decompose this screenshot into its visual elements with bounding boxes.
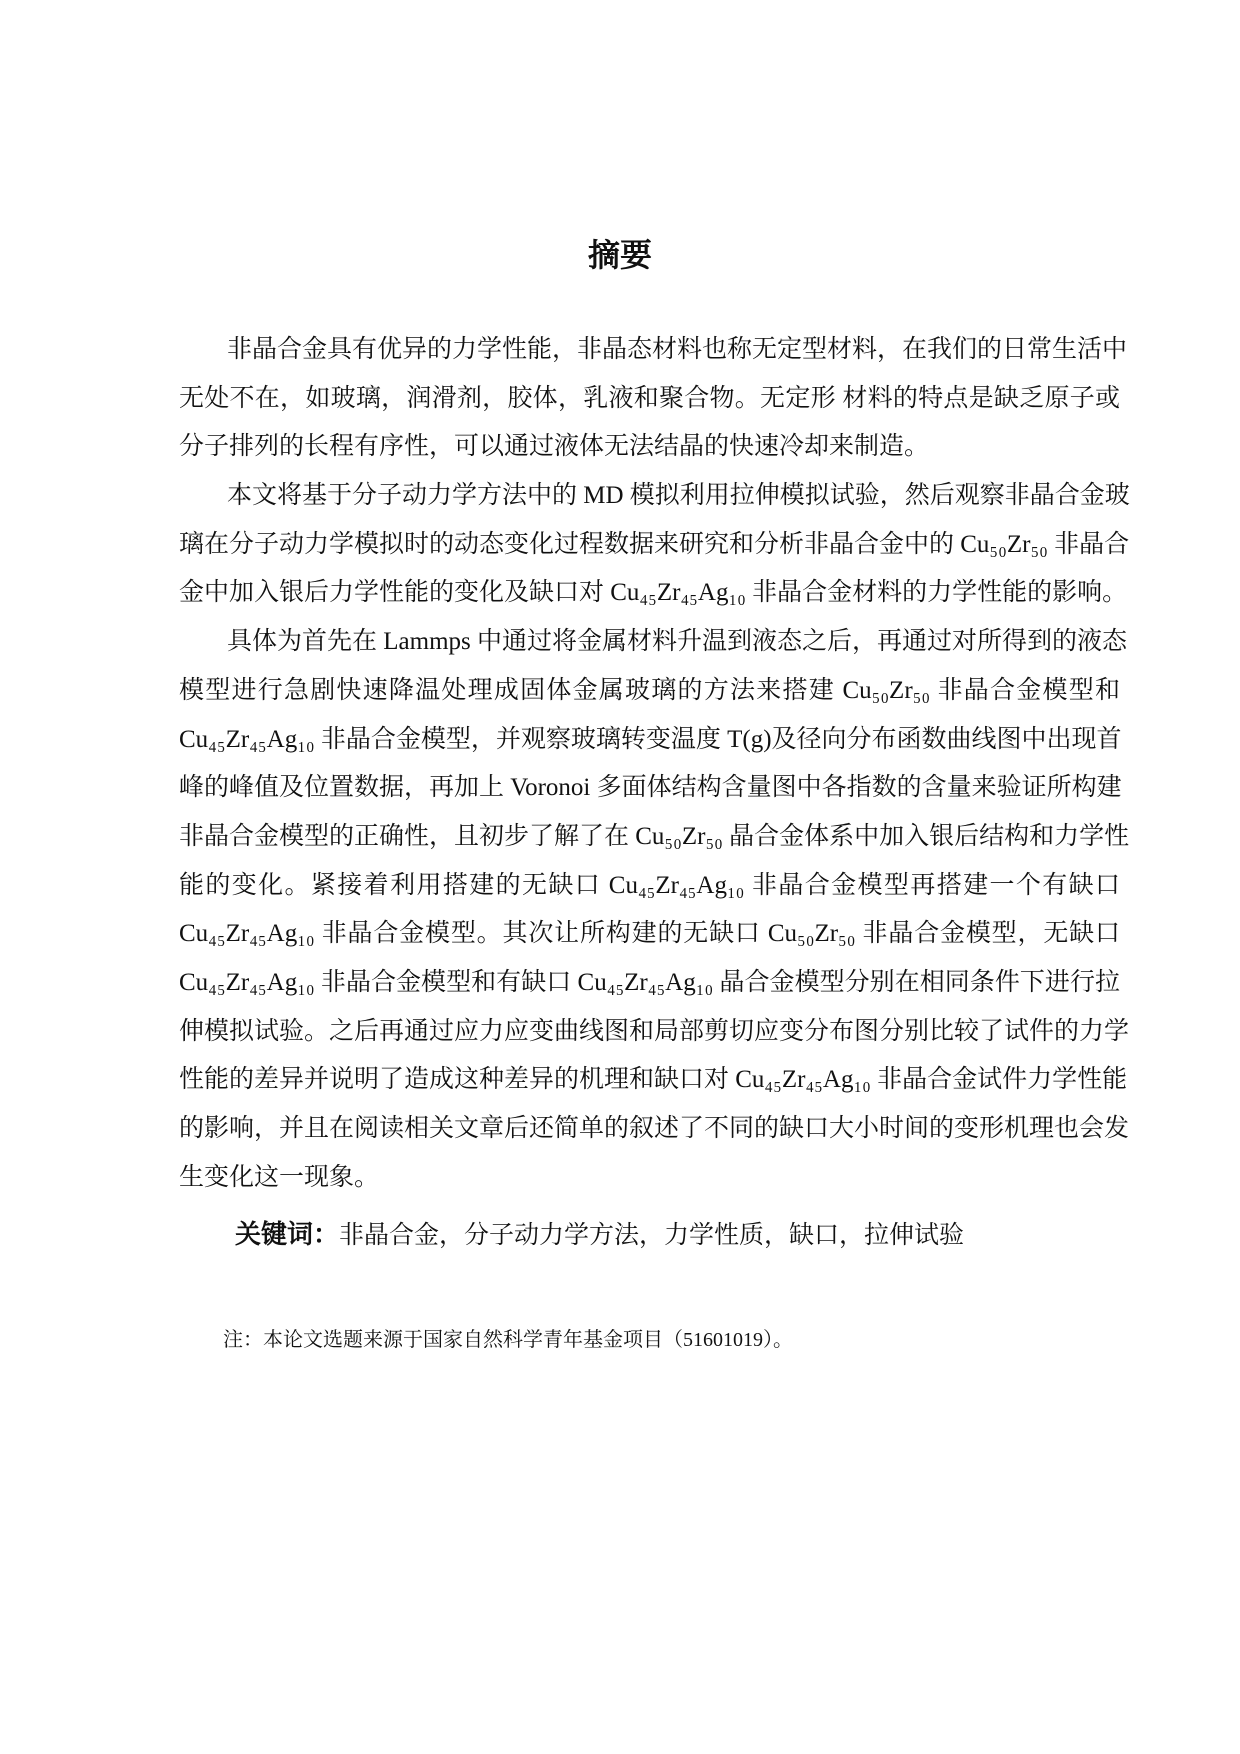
paragraph-line: Cu₄₅Zr₄₅Ag₁₀ 非晶合金模型和有缺口 Cu₄₅Zr₄₅Ag₁₀ 晶合金模型分别在相同条件下进行拉 [179,968,1120,996]
paragraph-line: 金中加入银后力学性能的变化及缺口对 Cu₄₅Zr₄₅Ag₁₀ 非晶合金材料的力学性能的影响。 [179,579,1128,607]
paragraph-line: Cu₄₅Zr₄₅Ag₁₀ 非晶合金模型。其次让所构建的无缺口 Cu₅₀Zr₅₀ 非晶合金模型，无缺口 [179,920,1120,948]
paragraph-line: 璃在分子动力学模拟时的动态变化过程数据来研究和分析非晶合金中的 Cu₅₀Zr₅₀ 非晶合 [179,530,1130,558]
paragraph-line: 性能的差异并说明了造成这种差异的机理和缺口对 Cu₄₅Zr₄₅Ag₁₀ 非晶合金试件力学性能 [179,1066,1128,1094]
funding-note: 注：本论文选题来源于国家自然科学青年基金项目（51601019）。 [223,1329,793,1351]
paragraph-line: 具体为首先在 Lammps 中通过将金属材料升温到液态之后，再通过对所得到的液态 [227,628,1127,656]
paragraph-line: 无处不在，如玻璃，润滑剂，胶体，乳液和聚合物。无定形 材料的特点是缺乏原子或 [179,384,1120,412]
keywords [235,1214,964,1251]
paragraph-line: 峰的峰值及位置数据，再加上 Voronoi 多面体结构含量图中各指数的含量来验证所构建 [179,774,1122,802]
paragraph-line: 伸模拟试验。之后再通过应力应变曲线图和局部剪切应变分布图分别比较了试件的力学 [179,1017,1130,1045]
paragraph-line: 的影响，并且在阅读相关文章后还简单的叙述了不同的缺口大小时间的变形机理也会发 [179,1115,1130,1142]
keywords-label: 关键词： [235,1220,340,1250]
paragraph-line: 模型进行急剧快速降温处理成固体金属玻璃的方法来搭建 Cu₅₀Zr₅₀ 非晶合金模型和 [179,676,1120,704]
paragraph-line: 生变化这一现象。 [179,1163,380,1191]
paragraph-line: 分子排列的长程有序性，可以通过液体无法结晶的快速冷却来制造。 [179,433,930,461]
page-title: 摘要 [587,236,652,274]
paragraph-line: 非晶合金模型的正确性，且初步了解了在 Cu₅₀Zr₅₀ 晶合金体系中加入银后结构和力学性 [179,822,1130,850]
abstract-body [179,326,1130,1202]
keywords-text: 非晶合金，分子动力学方法，力学性质，缺口，拉伸试验 [339,1222,965,1249]
paragraph-line: 非晶合金具有优异的力学性能，非晶态材料也称无定型材料，在我们的日常生活中 [227,336,1128,363]
paragraph-line: Cu₄₅Zr₄₅Ag₁₀ 非晶合金模型，并观察玻璃转变温度 T(g)及径向分布函数曲线图中出现首 [179,725,1122,753]
paragraph-line: 本文将基于分子动力学方法中的 MD 模拟利用拉伸模拟试验，然后观察非晶合金玻 [227,482,1130,510]
paragraph-line: 能的变化。紧接着利用搭建的无缺口 Cu₄₅Zr₄₅Ag₁₀ 非晶合金模型再搭建一个有缺口 [179,871,1120,899]
